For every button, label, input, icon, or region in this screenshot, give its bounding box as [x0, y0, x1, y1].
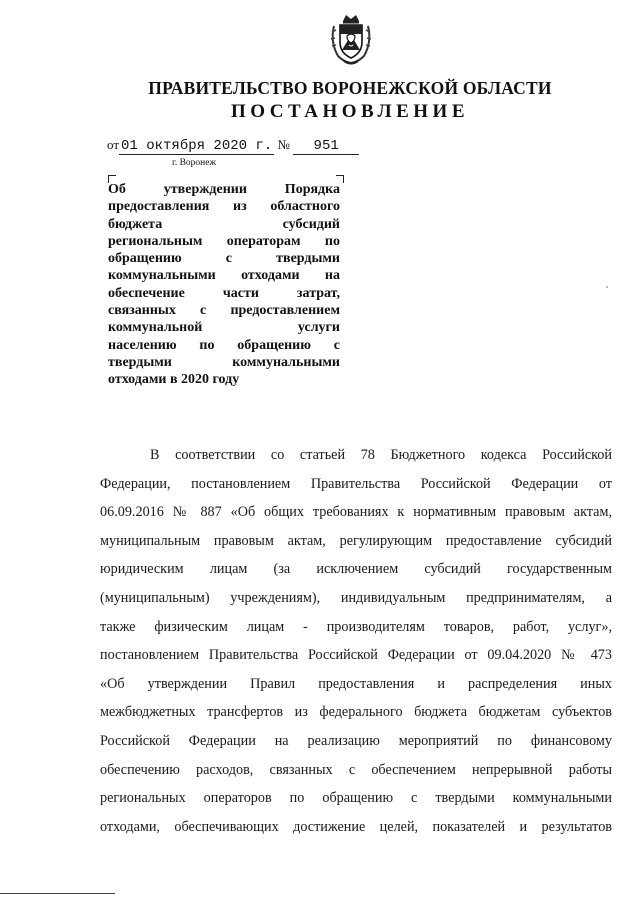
body-line: Федерации, постановлением Правительства Российской Федерации от	[100, 475, 612, 492]
number-label: №	[277, 137, 290, 152]
body-line: (муниципальным) учреждениям), индивидуальным предпринимателям, а	[100, 589, 612, 606]
date-from-label: от	[107, 137, 120, 152]
document-city: г. Воронеж	[172, 158, 217, 168]
subject-line: связанных с предоставлением	[108, 303, 340, 319]
subject-line: обеспечение части затрат,	[108, 285, 340, 301]
subject-line: предоставления из областного	[108, 199, 340, 215]
body-line: региональных операторов по обращению с твердыми коммунальными	[100, 790, 612, 807]
subject-line: отходами в 2020 году	[108, 372, 240, 388]
document-type-title: ПОСТАНОВЛЕНИЕ	[230, 101, 470, 122]
subject-line: обращению с твердыми	[108, 251, 340, 267]
subject-line: Об утверждении Порядка	[108, 182, 340, 197]
subject-line: региональным операторам по	[108, 233, 340, 249]
body-line: муниципальным правовым актам, регулирующим предоставление субсидий	[100, 532, 612, 549]
body-line: межбюджетных трансфертов из федерального бюджета бюджетам субъектов	[100, 704, 612, 721]
subject-line: бюджета субсидий	[108, 216, 340, 232]
document-date: 01 октября 2020 г.	[121, 138, 273, 154]
document-dateline	[107, 137, 359, 155]
body-line: юридическим лицам (за исключением субсидий государственным	[100, 561, 612, 578]
body-line: также физическим лицам - производителям товаров, работ, услуг»,	[100, 618, 612, 635]
footer-rule	[0, 893, 115, 894]
scan-speck	[606, 286, 608, 288]
subject-line: твердыми коммунальными	[108, 354, 340, 370]
body-line: отходами, обеспечивающих достижение целей, показателей и результатов	[100, 818, 612, 835]
body-line: обеспечению расходов, связанных с обеспечением непрерывной работы	[100, 761, 612, 778]
body-line: постановлением Правительства Российской Федерации от 09.04.2020 № 473	[100, 647, 612, 664]
body-line: В соответствии со статьей 78 Бюджетного кодекса Российской	[150, 447, 612, 463]
subject-line: населению по обращению с	[108, 337, 340, 353]
body-line: Российской Федерации на реализацию мероприятий по финансовому	[100, 732, 612, 749]
organization-title: ПРАВИТЕЛЬСТВО ВОРОНЕЖСКОЙ ОБЛАСТИ	[148, 78, 552, 98]
document-body	[100, 441, 612, 841]
document-subject	[108, 181, 340, 389]
document-number: 951	[293, 138, 359, 155]
body-line: 06.09.2016 № 887 «Об общих требованиях к нормативным правовым актам,	[100, 504, 612, 521]
body-line: «Об утверждении Правил предоставления и распределения иных	[100, 675, 612, 692]
subject-line: коммунальными отходами на	[108, 268, 340, 284]
voronezh-coat-of-arms-icon	[328, 12, 374, 66]
subject-line: коммунальной услуги	[108, 320, 340, 336]
